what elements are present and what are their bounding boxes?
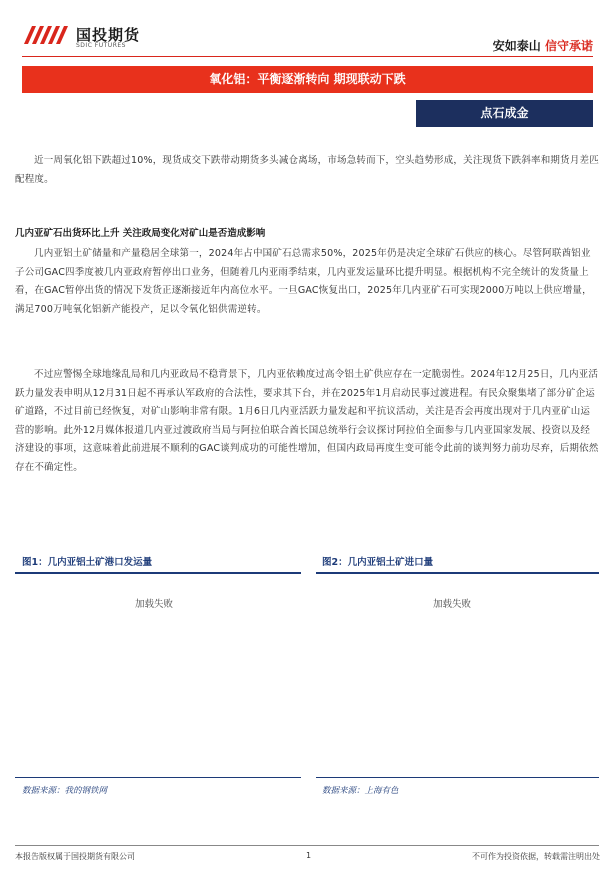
figure-1-top-rule xyxy=(15,572,301,574)
header-divider xyxy=(22,56,593,57)
page-number: 1 xyxy=(306,851,312,860)
figure-1-title: 图1：几内亚铝土矿港口发运量 xyxy=(22,557,153,568)
logo-name-en: SDIC FUTURES xyxy=(76,42,126,49)
logo-name-cn: 国投期货 xyxy=(76,26,141,44)
slogan-part-1: 安如泰山 xyxy=(492,39,541,53)
figure-2-bottom-rule xyxy=(316,777,599,778)
figure-2-source: 数据来源：上海有色 xyxy=(322,786,399,796)
sub-heading: 几内亚矿石出货环比上升 关注政局变化对矿山是否造成影响 xyxy=(15,228,266,239)
figure-1-load-failed: 加载失败 xyxy=(135,599,174,610)
report-title: 氧化铝：平衡逐渐转向 期现联动下跌 xyxy=(22,66,593,93)
figure-1-source: 数据来源：我的钢铁网 xyxy=(22,786,108,796)
figure-2-title: 图2：几内亚铝土矿进口量 xyxy=(322,557,434,568)
figure-1-bottom-rule xyxy=(15,777,301,778)
footer-copyright: 本报告版权属于国投期货有限公司 xyxy=(15,852,135,861)
footer-disclaimer: 不可作为投资依据，转载需注明出处 xyxy=(472,852,600,861)
section-tag: 点石成金 xyxy=(416,100,593,127)
company-logo xyxy=(22,22,152,50)
intro-paragraph: 近一周氧化铝下跌超过10%，现货成交下跌带动期货多头减仓离场，市场急转而下，空头趋势形成，关注现货下跌斜率和期货月差匹配程度。 xyxy=(15,155,599,185)
footer-divider xyxy=(15,845,599,846)
figure-2-top-rule xyxy=(316,572,599,574)
figure-2-load-failed: 加载失败 xyxy=(433,599,472,610)
body-paragraph-1: 几内亚铝土矿储量和产量稳居全球第一，2024年占中国矿石总需求50%，2025年仍是决定全球矿石供应的核心。尽管阿联酋铝业子公司GAC四季度被几内亚政府暂停出口业务，但随着几内亚雨季结束，几内亚发运量环比提升明显。根据机构不完全统计的发货量上看，在GAC暂停出货的情况下发货正逐渐接近年内高位水平。一旦GAC恢复出口，2025年几内亚矿石可实现2000万吨以上供应增量，满足700万吨氧化铝新产能投产，足以令氧化铝供需逆转。 xyxy=(15,248,592,315)
body-paragraph-2: 不过应警惕全球地缘乱局和几内亚政局不稳背景下，几内亚依赖度过高令铝土矿供应存在一定脆弱性。2024年12月25日，几内亚活跃力量发表申明从12月31日起不再承认军政府的合法性，要求其下台，并在2025年1月启动民事过渡进程。有民众聚集堵了部分矿企运矿道路，不过目前已经恢复，对矿山影响非常有限。1月6日几内亚活跃力量发起和平抗议活动，关注是否会再度出现对于几内亚矿山运营的影响。此外12月媒体报道几内亚过渡政府当局与阿拉伯联合酋长国总统举行会议探讨阿拉伯全面参与几内亚国家发展、投资以及经济建设的事项，这意味着此前进展不顺利的GAC谈判成功的可能性增加，但国内政局再度生变可能令此前的谈判努力前功尽弃，后期依然存在不确定性。 xyxy=(15,369,599,473)
slogan-part-2: 信守承诺 xyxy=(544,39,593,53)
company-slogan xyxy=(493,37,593,54)
logo-mark-icon xyxy=(22,24,70,46)
